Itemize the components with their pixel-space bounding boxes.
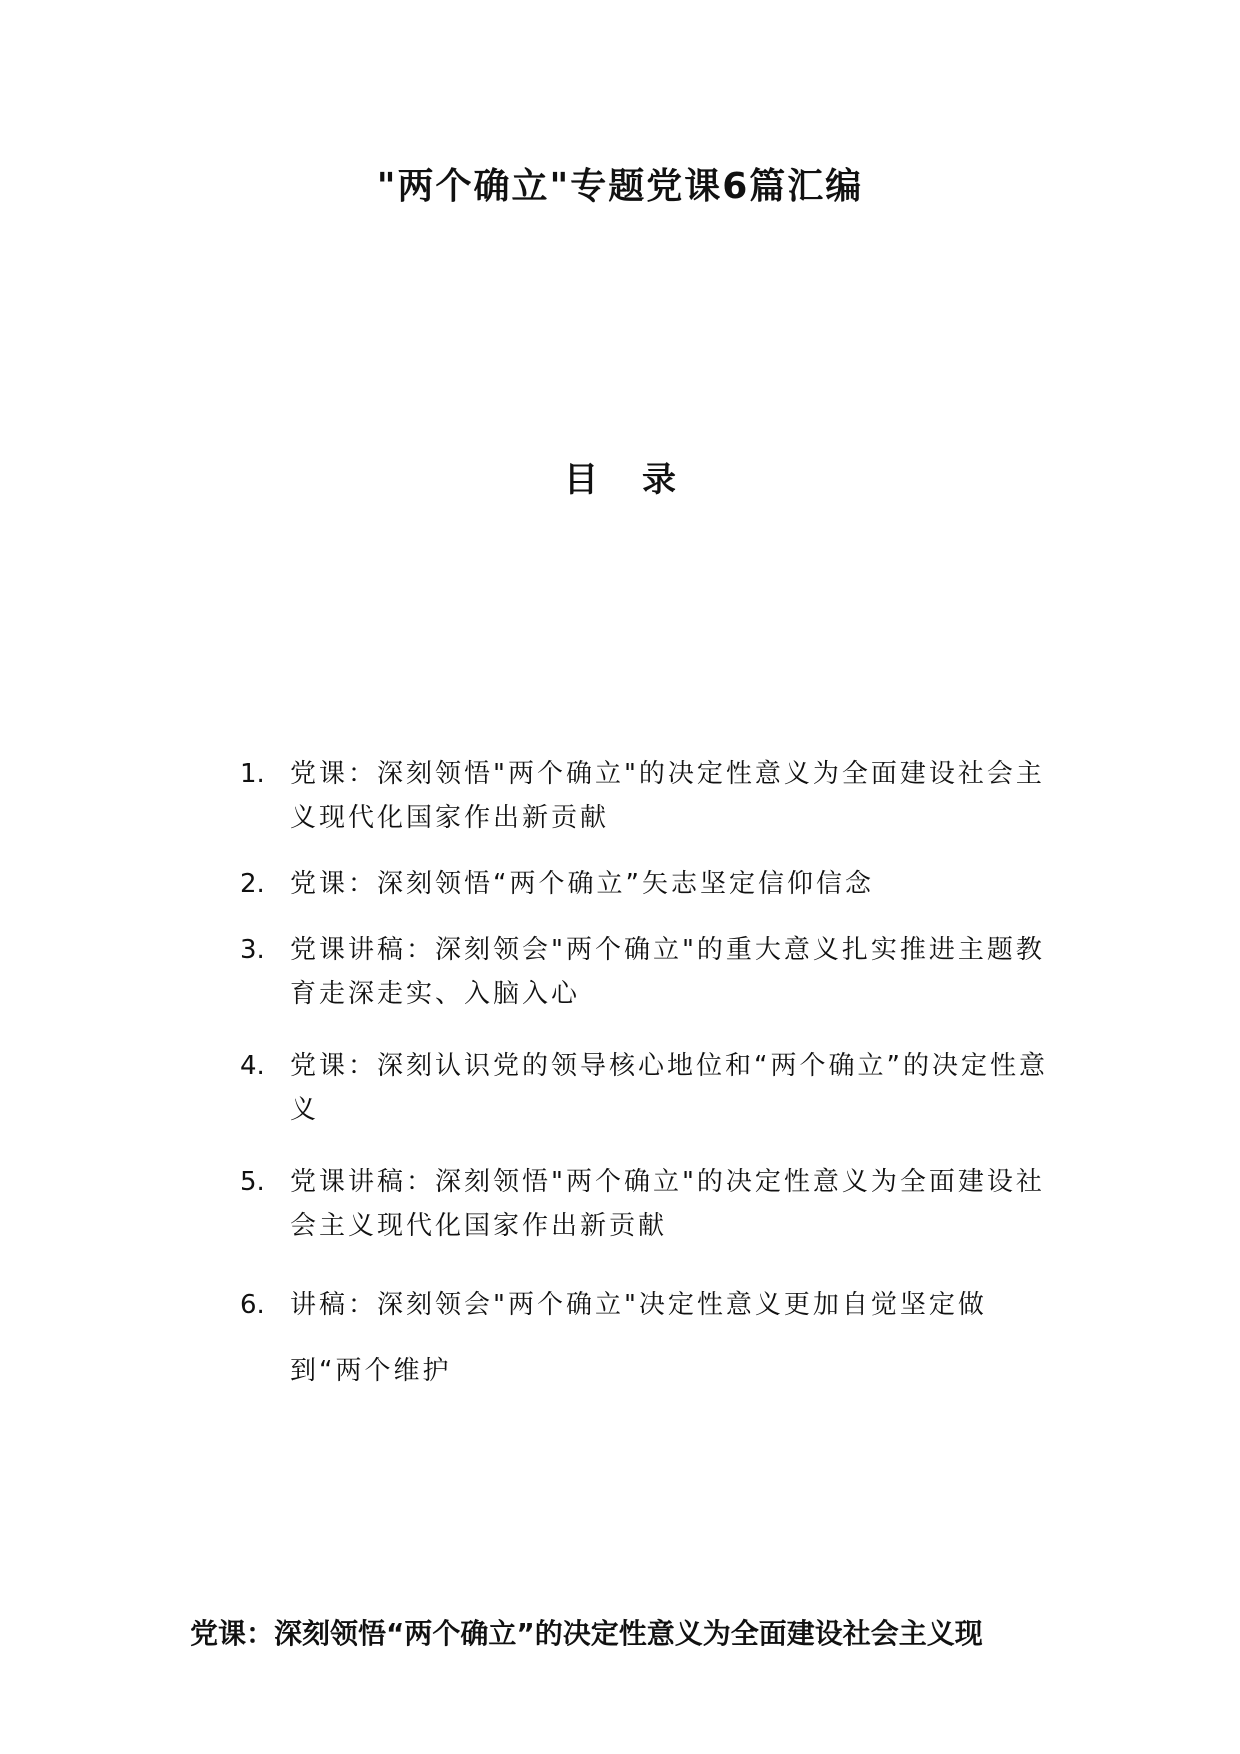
section-heading: 党课：深刻领悟“两个确立”的决定性意义为全面建设社会主义现 xyxy=(190,1617,983,1650)
toc-entry-number: 6. xyxy=(240,1290,265,1320)
toc-entry-2[interactable] xyxy=(240,862,1060,906)
toc-entry-text: 党课讲稿：深刻领悟"两个确立"的决定性意义为全面建设社会主义现代化国家作出新贡献 xyxy=(290,1167,1045,1241)
toc-heading xyxy=(0,452,1240,501)
toc-entry-text: 党课：深刻领悟“两个确立”矢志坚定信仰信念 xyxy=(290,869,874,899)
toc-entry-text: 讲稿：深刻领会"两个确立"决定性意义更加自觉坚定做到“两个维护 xyxy=(290,1290,987,1386)
toc-entry-1[interactable] xyxy=(240,752,1060,840)
toc-entry-5[interactable] xyxy=(240,1160,1060,1248)
toc-entry-number: 3. xyxy=(240,935,265,965)
toc-heading-char-2: 录 xyxy=(642,460,676,500)
toc-entry-6[interactable] xyxy=(240,1272,1060,1404)
toc-entry-number: 5. xyxy=(240,1167,265,1197)
toc-entry-number: 2. xyxy=(240,869,265,899)
toc-entry-number: 4. xyxy=(240,1051,265,1081)
toc-entry-text: 党课讲稿：深刻领会"两个确立"的重大意义扎实推进主题教育走深走实、入脑入心 xyxy=(290,935,1045,1009)
toc-entry-3[interactable] xyxy=(240,928,1060,1016)
toc-heading-char-1: 目 xyxy=(564,460,598,500)
toc-entry-4[interactable] xyxy=(240,1044,1060,1132)
document-title: "两个确立"专题党课6篇汇编 xyxy=(376,166,864,207)
toc-entry-text: 党课：深刻领悟"两个确立"的决定性意义为全面建设社会主义现代化国家作出新贡献 xyxy=(290,759,1045,833)
toc-entry-number: 1. xyxy=(240,759,265,789)
toc-entry-text: 党课：深刻认识党的领导核心地位和“两个确立”的决定性意义 xyxy=(290,1051,1048,1125)
